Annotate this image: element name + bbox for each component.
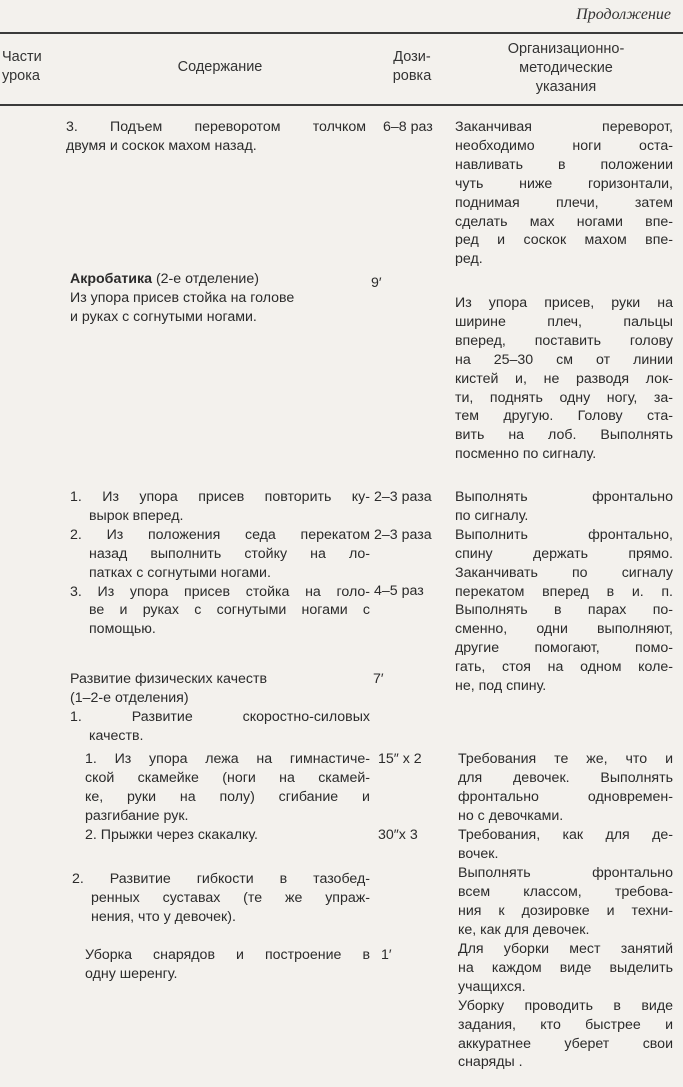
section-title-acrobatics: Акробатика (70, 271, 152, 287)
r3-dose-2: 2–3 раза (374, 527, 432, 543)
r5-notes: Требования те же, что и для девочек. Выполнять фронтально одновремен- но с девочками. (458, 751, 673, 824)
header-parts: Части урока (2, 49, 42, 84)
r1-dose: 6–8 раз (383, 119, 433, 135)
r2-dose: 9′ (371, 275, 382, 291)
r5-dose: 15″ x 2 (378, 751, 422, 767)
r4-content: Развитие физических качеств (1–2-е отделения) 1. Развитие скоростно-силовых качеств. (70, 671, 370, 744)
r2-content: Акробатика (2-е отделение) Из упора присев стойка на голове и руках с согнутыми ногами. (70, 271, 295, 325)
r3-items: 1. Из упора присев повторить ку- вырок вперед. 2. Из положения седа перекатом назад выполнить стойку на ло- патках с согнутыми ногами. 3. Из упора присев стойка на голо- ве и руках с согнутыми ногами с помощью. (70, 489, 370, 638)
r8-content: Уборка снарядов и построение в одну шеренгу. (85, 947, 370, 982)
r6-notes: Требования, как для де- вочек. (458, 827, 673, 862)
r8-notes: Для уборки мест занятий на каждом виде выделить учащихся. Уборку проводить в виде задания, кто быстрее и аккуратнее уберет свои снаряды . (458, 941, 673, 1071)
r5-content: 1. Из упора лежа на гимнастиче- ской скамейке (ноги на скамей- ке, руки на полу) сгибание и разгибание рук. (85, 751, 370, 824)
r7-notes: Выполнять фронтально всем классом, требова- ния к дозировке и техни- ке, как для девочек. (458, 865, 673, 938)
header-content: Содержание (177, 59, 263, 75)
header-rule (0, 104, 683, 106)
r7-content: 2. Развитие гибкости в тазобед- ренных суставах (те же упраж- нения, что у девочек). (72, 871, 370, 925)
header-notes: Организационно- методические указания (507, 41, 625, 95)
r8-dose: 1′ (381, 947, 392, 963)
r6-content: 2. Прыжки через скакалку. (85, 827, 258, 843)
continuation-label: Продолжение (576, 6, 671, 23)
r2-notes: Из упора присев, руки на ширине плеч, пальцы вперед, поставить голову на 25–30 см от линии кистей и, не разводя лок- ти, поднять одну ногу, за- тем другую. Голову ста- вить на лоб. Выполнять посменно по сигналу. (455, 295, 673, 463)
r6-dose: 30″x 3 (378, 827, 418, 843)
r4-dose: 7′ (373, 671, 384, 687)
r3-notes: Выполнять фронтально по сигналу. Выполнить фронтально, спину держать прямо. Заканчивать по сигналу перекатом вперед в и. п. Выполнять в парах по- сменно, одни выполняют, другие помогают, помо- гать, стоя на одном коле- не, под спину. (455, 489, 673, 695)
r3-dose-1: 2–3 раза (374, 489, 432, 505)
r1-notes: Заканчивая переворот, необходимо ноги оста- навливать в положении чуть ниже горизонтали, поднимая плечи, затем сделать мах ногами впе- ред и соскок махом впе- ред. (455, 119, 673, 268)
top-rule (0, 32, 683, 34)
r3-dose-3: 4–5 раз (374, 583, 424, 599)
header-dose: Дози- ровка (392, 49, 432, 84)
r1-content: 3. Подъем переворотом толчком двумя и соскок махом назад. (66, 119, 366, 154)
